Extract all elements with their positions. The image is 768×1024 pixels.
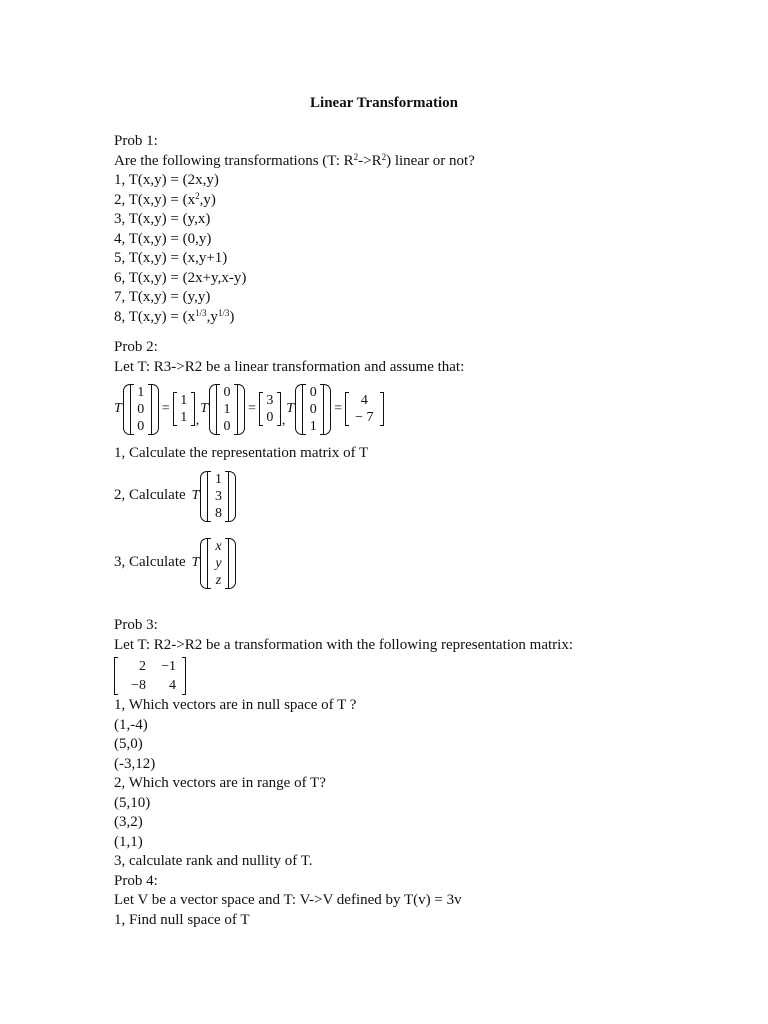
vector-e2: 0 1 0 [223, 384, 231, 434]
prob1-heading: Prob 1: [114, 133, 158, 149]
prob2-header [114, 338, 464, 377]
range-vector-1: (5,10) [114, 794, 151, 811]
paren-group [123, 384, 159, 435]
paren-group [200, 471, 236, 522]
prob3-question-3: 3, calculate rank and nullity of T. [114, 853, 313, 869]
prob3-heading: Prob 3: [114, 617, 158, 633]
paren-group [295, 384, 331, 435]
vector-v2: 1 3 8 [214, 471, 222, 521]
T-symbol: T [191, 488, 200, 504]
T-symbol: T [200, 401, 208, 417]
prob3-question-1: 1, Which vectors are in null space of T ? [114, 697, 357, 713]
column-vector [302, 384, 324, 435]
prob1-section [114, 132, 475, 327]
prob2-question-2: 2, Calculate T 1 3 8 [114, 464, 236, 528]
prob3-questions [114, 696, 462, 930]
equals-sign: = [248, 401, 256, 417]
T-symbol: T [191, 555, 200, 571]
range-vector-3: (1,1) [114, 833, 143, 850]
T-symbol: T [114, 401, 122, 417]
comma: , [195, 412, 200, 428]
column-vector [207, 538, 229, 589]
prob3-matrix [114, 656, 186, 696]
vector-r1: 1 1 [180, 393, 188, 425]
prob3-question-2: 2, Which vectors are in range of T? [114, 775, 326, 791]
prob4-question-1: 1, Find null space of T [114, 911, 250, 928]
prob1-item-4: 4, T(x,y) = (0,y) [114, 230, 212, 247]
vector-v3: x y z [215, 538, 222, 588]
column-vector [216, 384, 238, 435]
document-title: Linear Transformation [310, 95, 458, 111]
representation-matrix: 2 −1 −8 4 [131, 659, 176, 693]
null-vector-1: (1,-4) [114, 716, 148, 733]
column-vector [259, 392, 281, 426]
prob2-q1-block [114, 444, 368, 464]
prob1-item-1: 1, T(x,y) = (2x,y) [114, 172, 219, 188]
paren-group [200, 538, 236, 589]
column-vector [130, 384, 152, 435]
prob2-question-1: 1, Calculate the representation matrix of T [114, 445, 369, 461]
prob1-question: Are the following transformations (T: $R^2->R^2$) linear or not? [114, 151, 475, 169]
T-symbol: T [286, 401, 295, 417]
prob1-item-6: 6, T(x,y) = (2x+y,x-y) [114, 269, 247, 286]
column-vector [207, 471, 229, 522]
prob2-intro: Let T: R3->R2 be a linear transformation and assume that: [114, 358, 465, 375]
vector-r3: 4 − 7 [355, 393, 374, 425]
null-vector-2: (5,0) [114, 736, 143, 752]
paren-group [209, 384, 245, 435]
range-vector-2: (3,2) [114, 814, 143, 830]
prob1-item-3: 3, T(x,y) = (y,x) [114, 211, 211, 227]
prob1-item-7: 7, T(x,y) = (y,y) [114, 289, 211, 305]
prob1-item-5: 5, T(x,y) = (x,y+1) [114, 250, 228, 266]
comma: , [281, 412, 286, 428]
equals-sign: = [334, 401, 343, 417]
equals-sign: = [161, 401, 170, 417]
prob3-header [114, 616, 573, 655]
vector-e1: 1 0 0 [137, 384, 145, 434]
prob2-given-equation [114, 378, 384, 440]
column-vector [345, 392, 383, 426]
null-vector-3: (-3,12) [114, 755, 156, 772]
prob1-item-8: 8, $T(x,y) = (x^{1/3},y^{1/3})$ [114, 307, 235, 325]
vector-e3: 0 0 1 [309, 384, 317, 434]
prob2-heading: Prob 2: [114, 339, 158, 355]
prob4-heading: Prob 4: [114, 872, 158, 889]
prob1-item-2: 2, $T(x,y) = (x^2,y)$ [114, 190, 216, 208]
prob3-intro: Let T: R2->R2 be a transformation with the following representation matrix: [114, 636, 573, 653]
vector-r2: 3 0 [266, 393, 274, 425]
prob4-intro: Let V be a vector space and T: V->V defined by T(v) = 3v [114, 892, 462, 908]
prob2-question-3: 3, Calculate T x y z [114, 531, 236, 595]
column-vector [173, 392, 195, 426]
